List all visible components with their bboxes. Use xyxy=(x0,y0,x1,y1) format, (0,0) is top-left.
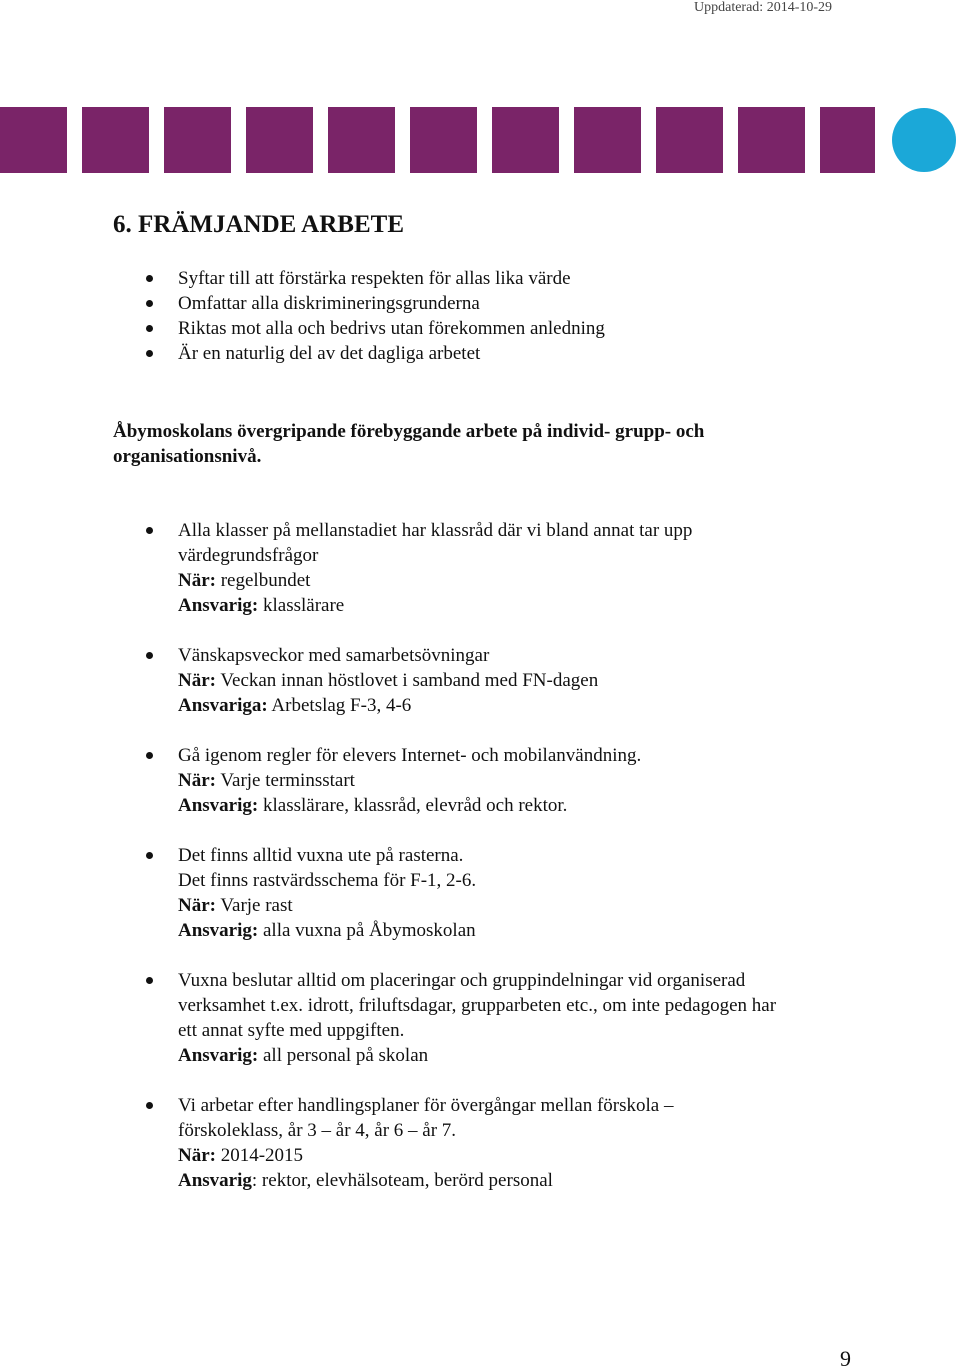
banner-block xyxy=(738,107,805,173)
responsible-label: Ansvariga: xyxy=(178,695,268,716)
list-item xyxy=(0,316,605,341)
when-value: Veckan innan höstlovet i samband med FN-dagen xyxy=(215,670,599,691)
intro-bullet-list xyxy=(0,266,605,366)
banner-block xyxy=(164,107,231,173)
bullet-icon xyxy=(146,300,153,307)
bullet-icon xyxy=(146,977,153,984)
activity-text-line: Det finns rastvärdsschema för F-1, 2-6. xyxy=(178,870,477,891)
when-line xyxy=(178,768,880,793)
responsible-line xyxy=(178,1168,880,1193)
list-item xyxy=(0,266,605,291)
activity-text-line: Vi arbetar efter handlingsplaner för övergångar mellan förskola – xyxy=(178,1095,674,1116)
when-label: När: xyxy=(178,570,216,591)
decorative-banner xyxy=(0,107,960,173)
list-item xyxy=(0,341,605,366)
responsible-line xyxy=(178,593,880,618)
activity-item xyxy=(0,1093,880,1193)
banner-block xyxy=(574,107,641,173)
activity-text-line: verksamhet t.ex. idrott, friluftsdagar, grupparbeten etc., om inte pedagogen har xyxy=(178,995,777,1016)
responsible-value: alla vuxna på Åbymoskolan xyxy=(258,920,476,941)
list-item-text: Omfattar alla diskrimineringsgrunderna xyxy=(178,293,480,314)
activity-item xyxy=(0,843,880,943)
banner-block xyxy=(656,107,723,173)
activity-list xyxy=(0,518,880,1218)
bullet-icon xyxy=(146,752,153,759)
when-line xyxy=(178,568,880,593)
activity-text-line: Det finns alltid vuxna ute på rasterna. xyxy=(178,845,464,866)
banner-block xyxy=(492,107,559,173)
bullet-icon xyxy=(146,527,153,534)
responsible-line xyxy=(178,793,880,818)
list-item xyxy=(0,291,605,316)
when-label: När: xyxy=(178,895,216,916)
responsible-label: Ansvarig: xyxy=(178,920,259,941)
bullet-icon xyxy=(146,652,153,659)
activity-text-line: ett annat syfte med uppgiften. xyxy=(178,1020,405,1041)
bullet-icon xyxy=(146,1102,153,1109)
responsible-value: all personal på skolan xyxy=(258,1045,429,1066)
responsible-value: klasslärare, klassråd, elevråd och rektor. xyxy=(258,795,568,816)
when-label: När: xyxy=(178,770,216,791)
responsible-label: Ansvarig xyxy=(178,1170,252,1191)
responsible-label: Ansvarig: xyxy=(178,795,259,816)
when-line xyxy=(178,893,880,918)
section-heading: 6. FRÄMJANDE ARBETE xyxy=(113,211,404,238)
activity-item xyxy=(0,968,880,1068)
activity-item xyxy=(0,643,880,718)
banner-block xyxy=(820,107,875,173)
activity-text-line: Vänskapsveckor med samarbetsövningar xyxy=(178,645,490,666)
bullet-icon xyxy=(146,852,153,859)
responsible-line xyxy=(178,1043,880,1068)
responsible-label: Ansvarig: xyxy=(178,1045,259,1066)
when-line xyxy=(178,1143,880,1168)
bullet-icon xyxy=(146,325,153,332)
activity-text-line: Alla klasser på mellanstadiet har klassråd där vi bland annat tar upp xyxy=(178,520,693,541)
bullet-icon xyxy=(146,350,153,357)
when-value: 2014-2015 xyxy=(215,1145,304,1166)
banner-block xyxy=(82,107,149,173)
banner-block xyxy=(410,107,477,173)
page-number: 9 xyxy=(840,1346,851,1371)
when-value: regelbundet xyxy=(215,570,311,591)
list-item-text: Syftar till att förstärka respekten för allas lika värde xyxy=(178,268,571,289)
banner-block xyxy=(328,107,395,173)
activity-text-line: förskoleklass, år 3 – år 4, år 6 – år 7. xyxy=(178,1120,457,1141)
bullet-icon xyxy=(146,275,153,282)
responsible-value: : rektor, elevhälsoteam, berörd personal xyxy=(251,1170,553,1191)
updated-date: Uppdaterad: 2014-10-29 xyxy=(694,0,833,15)
responsible-label: Ansvarig: xyxy=(178,595,259,616)
when-label: När: xyxy=(178,1145,216,1166)
activity-item xyxy=(0,743,880,818)
responsible-value: Arbetslag F-3, 4-6 xyxy=(267,695,412,716)
responsible-line xyxy=(178,693,880,718)
responsible-line xyxy=(178,918,880,943)
when-value: Varje rast xyxy=(215,895,293,916)
when-line xyxy=(178,668,880,693)
when-label: När: xyxy=(178,670,216,691)
activity-item xyxy=(0,518,880,618)
banner-block xyxy=(0,107,67,173)
activity-text-line: Vuxna beslutar alltid om placeringar och gruppindelningar vid organiserad xyxy=(178,970,746,991)
activity-text-line: Gå igenom regler för elevers Internet- och mobilanvändning. xyxy=(178,745,642,766)
subheading: Åbymoskolans övergripande förebyggande arbete på individ- grupp- och organisationsnivå. xyxy=(113,421,705,467)
activity-text-line: värdegrundsfrågor xyxy=(178,545,319,566)
when-value: Varje terminsstart xyxy=(215,770,355,791)
banner-block xyxy=(246,107,313,173)
list-item-text: Är en naturlig del av det dagliga arbetet xyxy=(178,343,481,364)
responsible-value: klasslärare xyxy=(258,595,345,616)
list-item-text: Riktas mot alla och bedrivs utan förekommen anledning xyxy=(178,318,605,339)
banner-circle xyxy=(892,108,956,172)
